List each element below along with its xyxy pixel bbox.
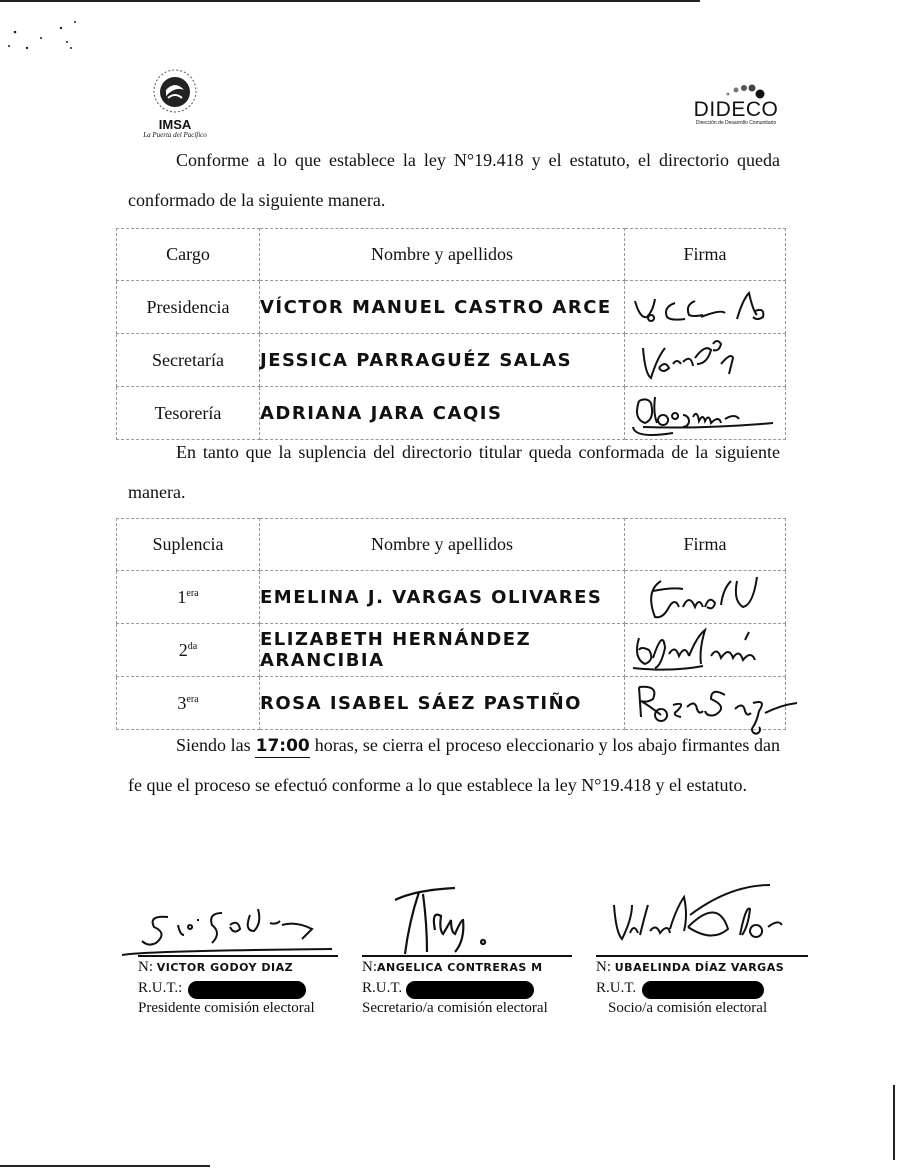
cargo-cell: Secretaría: [117, 334, 260, 387]
nombre-cell: EMELINA J. VARGAS OLIVARES: [260, 571, 625, 624]
nombre-cell: ADRIANA JARA CAQIS: [260, 387, 625, 440]
signer-name-row: N: VICTOR GODOY DIAZ: [138, 959, 294, 975]
dideco-logo: [686, 80, 786, 135]
table-row: [117, 624, 786, 677]
nombre-cell: ROSA ISABEL SÁEZ PASTIÑO: [260, 677, 625, 730]
signature-suplente-2-icon: [625, 624, 785, 676]
signer-rut-row: R.U.T.: [596, 978, 808, 998]
signature-socio-comision-icon: [600, 875, 800, 955]
signer-presidente: [138, 955, 338, 1018]
cargo-cell: Presidencia: [117, 281, 260, 334]
dideco-logo-name: DIDECO: [693, 98, 779, 121]
redaction-bar: [406, 981, 534, 999]
firma-cell: [625, 677, 786, 730]
header-firma: Firma: [625, 229, 786, 281]
signer-rut-row: R.U.T.: [362, 978, 572, 998]
header-firma: Firma: [625, 519, 786, 571]
signer-name-row: N: UBAELINDA DÍAZ VARGAS: [596, 959, 785, 975]
scan-edge-line: [0, 1165, 210, 1167]
cargo-cell: Tesorería: [117, 387, 260, 440]
scan-edge-line: [893, 1085, 895, 1160]
municipal-seal-icon: [152, 68, 198, 114]
header-suplencia: Suplencia: [117, 519, 260, 571]
nombre-cell: ELIZABETH HERNÁNDEZ ARANCIBIA: [260, 624, 625, 677]
table-row: [117, 281, 786, 334]
header-cargo: Cargo: [117, 229, 260, 281]
suplencia-num-cell: $2^{da}$: [117, 624, 260, 677]
signature-suplente-1-icon: [625, 571, 785, 623]
signer-name: UBAELINDA DÍAZ VARGAS: [614, 961, 785, 974]
table-row: [117, 571, 786, 624]
firma-cell: [625, 281, 786, 334]
signature-presidencia-icon: [625, 281, 785, 333]
signer-role: Socio/a comisión electoral: [608, 1000, 768, 1016]
signer-role: Secretario/a comisión electoral: [362, 1000, 548, 1016]
directorio-table: [116, 228, 786, 440]
closing-paragraph: Siendo las 17:00 horas, se cierra el proceso eleccionario y los abajo firmantes dan fe que el proceso se efectuó conforme a lo que establece la ley N°19.418 y el estatuto.: [128, 735, 780, 795]
table-header-row: [117, 519, 786, 571]
imsa-logo-slogan: La Puerta del Pacífico: [143, 131, 207, 139]
imsa-logo: [135, 68, 215, 146]
signer-secretario: [362, 955, 572, 1018]
suplencia-table: [116, 518, 786, 730]
intro-paragraph: Conforme a lo que establece la ley N°19.418 y el estatuto, el directorio queda conformado de la siguiente manera.: [128, 150, 780, 210]
firma-cell: [625, 334, 786, 387]
redaction-bar: [642, 981, 764, 999]
suplencia-paragraph: En tanto que la suplencia del directorio titular queda conformada de la siguiente manera.: [128, 442, 780, 502]
table-row: [117, 677, 786, 730]
header-nombre: Nombre y apellidos: [260, 229, 625, 281]
nombre-cell: JESSICA PARRAGUÉZ SALAS: [260, 334, 625, 387]
signer-socio: [596, 955, 808, 1018]
suplencia-num-cell: $1^{era}$: [117, 571, 260, 624]
table-header-row: [117, 229, 786, 281]
signer-name: ANGELICA CONTRERAS M: [377, 961, 543, 974]
scan-edge-line: [515, 0, 565, 2]
dideco-dots-icon: [706, 80, 766, 100]
header-nombre: Nombre y apellidos: [260, 519, 625, 571]
scan-speck-icon: [5, 18, 85, 58]
signature-secretario-comision-icon: [385, 880, 505, 960]
signer-role: Presidente comisión electoral: [138, 1000, 315, 1016]
nombre-cell: VÍCTOR MANUEL CASTRO ARCE: [260, 281, 625, 334]
dideco-logo-sub: Dirección de Desarrollo Comunitario: [695, 120, 777, 126]
firma-cell: [625, 571, 786, 624]
imsa-logo-name: IMSA: [158, 117, 192, 132]
signer-rut-row: R.U.T.:: [138, 978, 338, 998]
signature-secretaria-icon: [625, 334, 785, 386]
signer-name-row: N:ANGELICA CONTRERAS M: [362, 959, 543, 975]
closing-hours: 17:00: [255, 736, 310, 756]
suplencia-num-cell: $3^{era}$: [117, 677, 260, 730]
signer-name: VICTOR GODOY DIAZ: [156, 961, 294, 974]
redaction-bar: [188, 981, 306, 999]
table-row: [117, 334, 786, 387]
firma-cell: [625, 624, 786, 677]
scan-edge-line: [0, 0, 700, 2]
